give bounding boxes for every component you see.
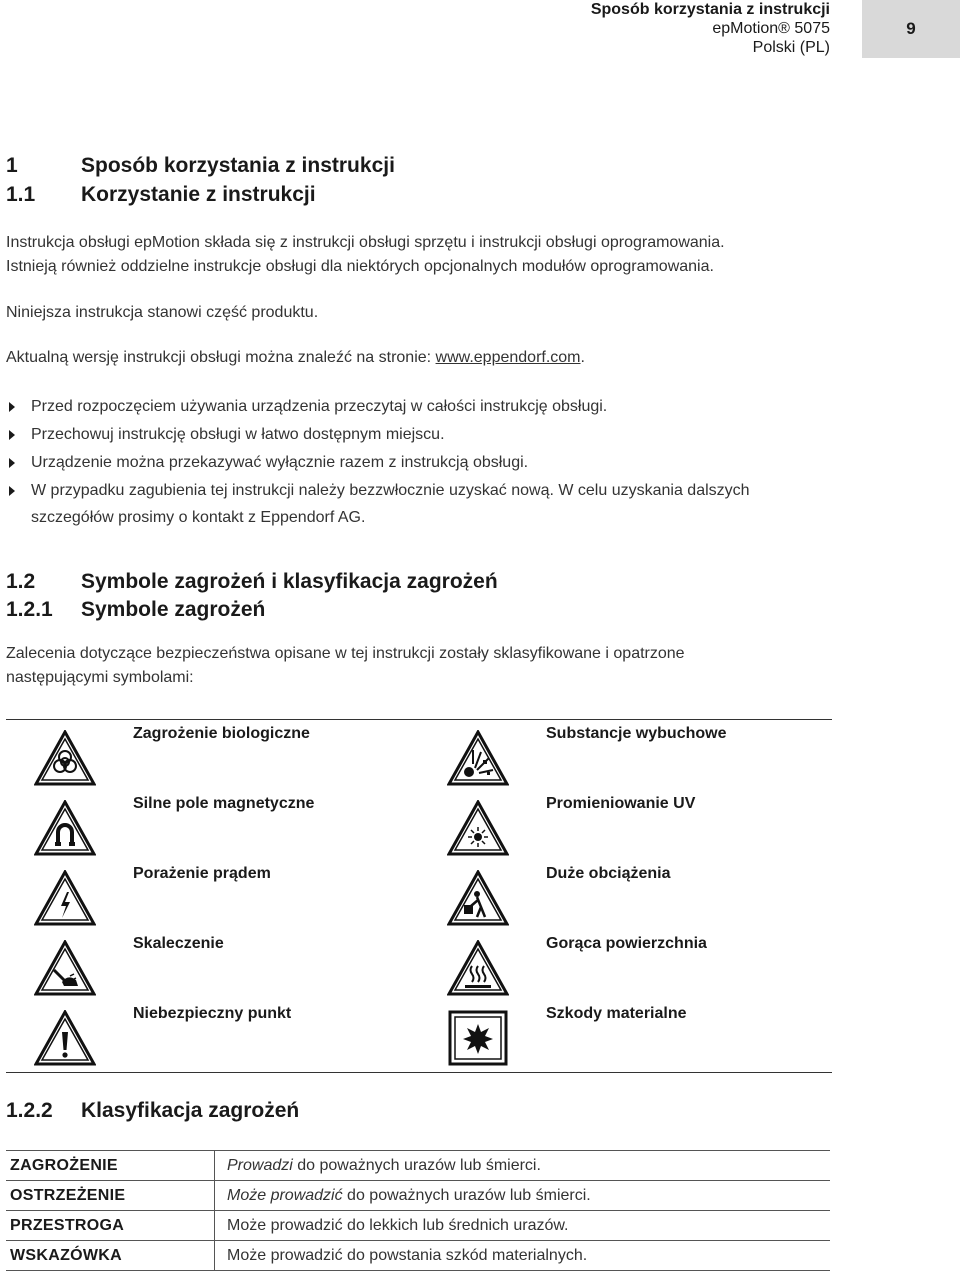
- table-row: [6, 1241, 830, 1271]
- heavy-load-icon: [447, 870, 509, 926]
- section-number: 1.2.1: [6, 598, 53, 621]
- section-heading-1-1: [6, 182, 316, 208]
- list-item: W przypadku zagubienia tej instrukcji należy bezzwłocznie uzyskać nową. W celu uzyskania dalszych: [6, 477, 750, 505]
- arrow-bullet-icon: [9, 486, 15, 496]
- section-number: 1.2: [6, 570, 36, 593]
- symbol-row: [419, 720, 832, 790]
- current-version-prefix: Aktualną wersję instrukcji obsługi można znaleźć na stronie:: [6, 349, 436, 366]
- symbol-label: Zagrożenie biologiczne: [133, 725, 310, 742]
- hazard-level: WSKAZÓWKA: [6, 1241, 215, 1271]
- list-item-continuation: szczegółów prosimy o kontakt z Eppendorf AG.: [31, 509, 366, 526]
- symbol-row: [419, 1000, 832, 1070]
- symbol-label: Niebezpieczny punkt: [133, 1005, 292, 1022]
- symbols-intro-line-2: następującymi symbolami:: [6, 669, 194, 686]
- hazard-description: Może prowadzić do powstania szkód materialnych.: [215, 1241, 831, 1271]
- section-heading-1-2-2: [6, 1098, 299, 1124]
- uv-radiation-icon: [447, 800, 509, 856]
- section-title: Korzystanie z instrukcji: [81, 183, 316, 206]
- current-version-text: [6, 346, 585, 370]
- table-row: [6, 1211, 830, 1241]
- section-title: Symbole zagrożeń: [81, 598, 266, 621]
- symbol-row: [419, 860, 832, 930]
- biohazard-icon: [34, 730, 96, 786]
- section-number: 1: [6, 154, 18, 177]
- current-version-suffix: .: [580, 349, 585, 366]
- symbol-row: [419, 930, 832, 1000]
- hazard-description: Może prowadzić do poważnych urazów lub śmierci.: [215, 1181, 831, 1211]
- section-title: Klasyfikacja zagrożeń: [81, 1099, 300, 1122]
- symbol-row: [419, 790, 832, 860]
- intro-line-2: Istnieją również oddzielne instrukcje obsługi dla niektórych opcjonalnych modułów oprogramowania.: [6, 258, 714, 275]
- symbol-row: [6, 860, 419, 930]
- symbol-label: Skaleczenie: [133, 935, 224, 952]
- symbol-row: [6, 790, 419, 860]
- section-heading-1-2: [6, 569, 498, 595]
- electric-shock-icon: [34, 870, 96, 926]
- hazard-description: Może prowadzić do lekkich lub średnich urazów.: [215, 1211, 831, 1241]
- symbol-label: Gorąca powierzchnia: [546, 935, 707, 952]
- hot-surface-icon: [447, 940, 509, 996]
- explosive-icon: [447, 730, 509, 786]
- page-number-box: [862, 0, 960, 58]
- hazard-level: ZAGROŻENIE: [6, 1151, 215, 1181]
- eppendorf-link[interactable]: www.eppendorf.com: [435, 349, 581, 366]
- symbol-row: [6, 930, 419, 1000]
- symbol-row: [6, 720, 419, 790]
- page-number: 9: [906, 19, 916, 38]
- section-title: Symbole zagrożeń i klasyfikacja zagrożeń: [81, 570, 498, 593]
- symbol-label: Promieniowanie UV: [546, 795, 696, 812]
- symbol-label: Porażenie prądem: [133, 865, 271, 882]
- list-item: Przed rozpoczęciem używania urządzenia przeczytaj w całości instrukcję obsługi.: [6, 393, 750, 421]
- hazard-symbols-table: [6, 719, 832, 1073]
- symbol-label: Substancje wybuchowe: [546, 725, 727, 742]
- header-product: epMotion® 5075: [712, 20, 830, 37]
- section-number: 1.2.2: [6, 1099, 53, 1122]
- part-of-product-text: Niniejsza instrukcja stanowi część produktu.: [6, 304, 319, 321]
- table-row: [6, 1151, 830, 1181]
- list-item: Urządzenie można przekazywać wyłącznie razem z instrukcją obsługi.: [6, 449, 750, 477]
- section-title: Sposób korzystania z instrukcji: [81, 154, 395, 177]
- general-warning-icon: [34, 1010, 96, 1066]
- symbol-label: Silne pole magnetyczne: [133, 795, 315, 812]
- magnet-icon: [34, 800, 96, 856]
- header-section-title: Sposób korzystania z instrukcji: [590, 1, 830, 18]
- hazard-level: PRZESTROGA: [6, 1211, 215, 1241]
- section-heading-1-2-1: [6, 597, 265, 623]
- header-language: Polski (PL): [752, 39, 830, 56]
- section-heading-1: [6, 153, 395, 179]
- hazard-description: Prowadzi do poważnych urazów lub śmierci.: [215, 1151, 831, 1181]
- table-row: [6, 1181, 830, 1211]
- hazard-classification-table: [6, 1150, 830, 1271]
- arrow-bullet-icon: [9, 402, 15, 412]
- arrow-bullet-icon: [9, 458, 15, 468]
- cut-hazard-icon: [34, 940, 96, 996]
- list-item: Przechowuj instrukcję obsługi w łatwo dostępnym miejscu.: [6, 421, 750, 449]
- instruction-list: [6, 393, 750, 531]
- material-damage-icon: [447, 1010, 509, 1066]
- symbol-label: Duże obciążenia: [546, 865, 671, 882]
- symbol-label: Szkody materialne: [546, 1005, 687, 1022]
- intro-line-1: Instrukcja obsługi epMotion składa się z instrukcji obsługi sprzętu i instrukcji obsługi oprogramowania.: [6, 234, 725, 251]
- symbol-row: [6, 1000, 419, 1070]
- hazard-level: OSTRZEŻENIE: [6, 1181, 215, 1211]
- arrow-bullet-icon: [9, 430, 15, 440]
- symbols-intro-line-1: Zalecenia dotyczące bezpieczeństwa opisane w tej instrukcji zostały sklasyfikowane i opatrzone: [6, 645, 685, 662]
- section-number: 1.1: [6, 183, 36, 206]
- running-header: [520, 0, 830, 57]
